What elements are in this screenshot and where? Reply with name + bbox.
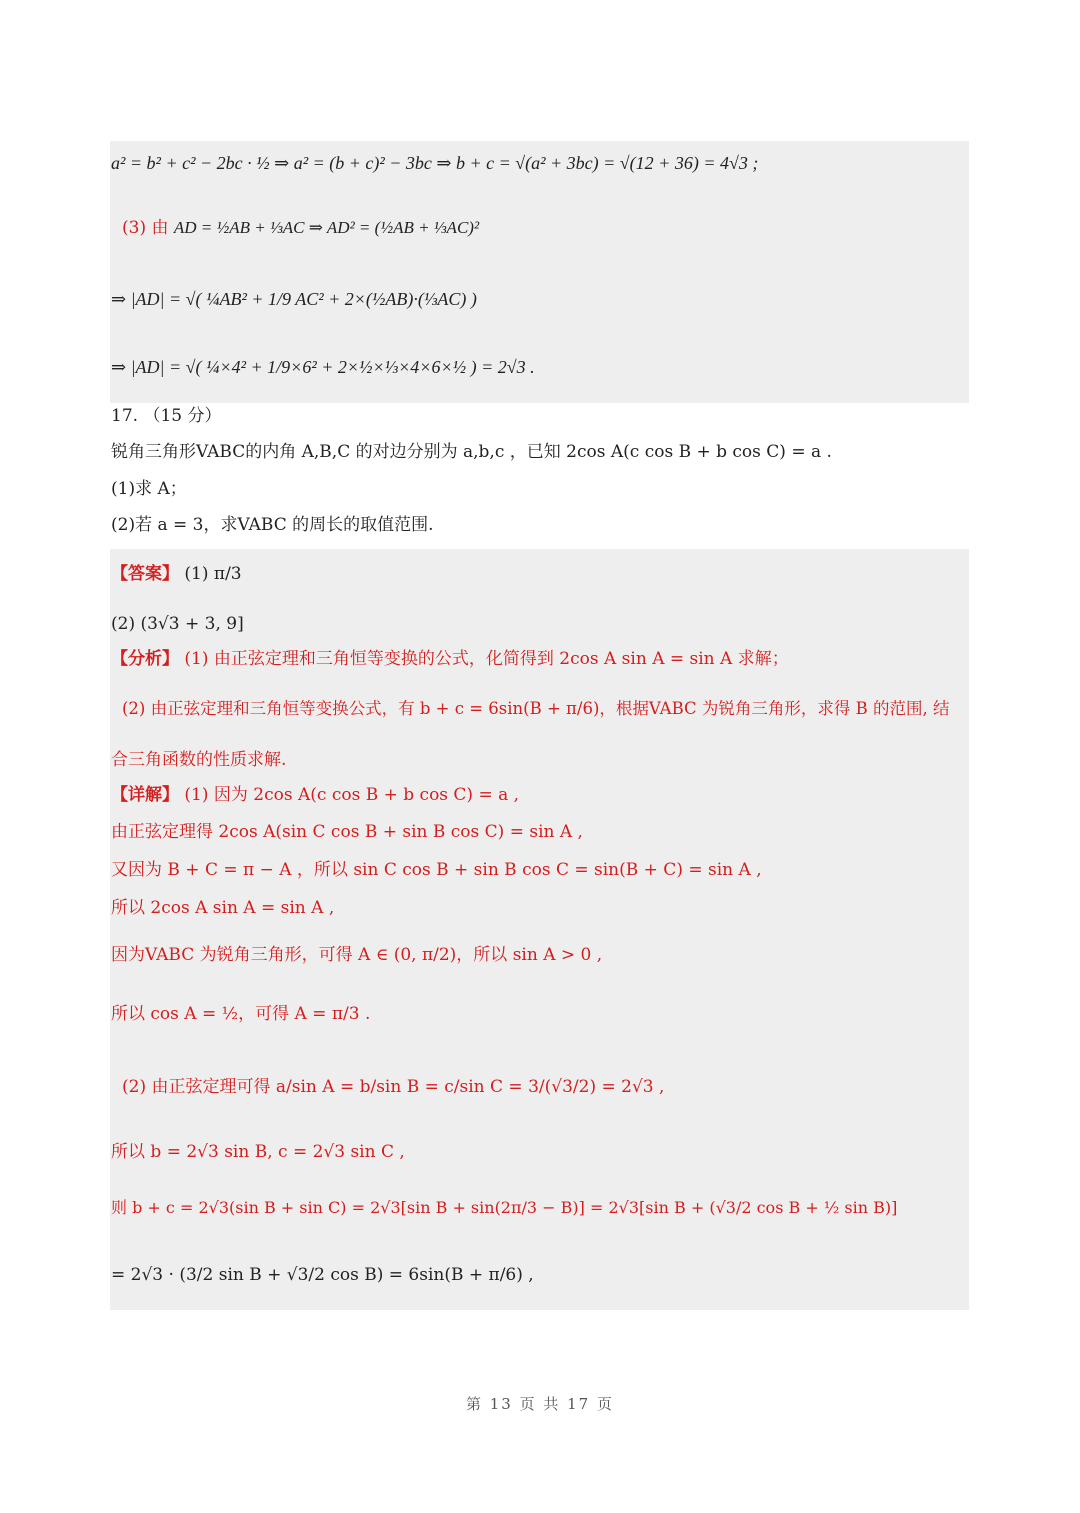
detail-line1 <box>111 784 519 806</box>
question-part1: (1)求 A； <box>111 479 187 499</box>
detail-step1: (1) 因为 2cos A(c cos B + b cos C) = a , <box>184 785 520 805</box>
detail-step5: 因为VABC 为锐角三角形，可得 A ∈ (0, π/2)，所以 sin A > 0 , <box>111 945 603 965</box>
detail-tag: 【详解】 <box>111 785 179 805</box>
equation-law-of-cosines: a² = b² + c² − 2bc · ½ ⇒ a² = (b + c)² − 3bc ⇒ b + c = √(a² + 3bc) = √(12 + 36) = 4√3 ; <box>111 153 759 173</box>
part3-vector-equation: AD = ½AB + ⅓AC ⇒ AD² = (½AB + ⅓AC)² <box>173 218 480 237</box>
detail-step7: (2) 由正弦定理可得 a/sin A = b/sin B = c/sin C = 3/(√3/2) = 2√3 , <box>122 1077 665 1097</box>
detail-step10: = 2√3 · (3/2 sin B + √3/2 cos B) = 6sin(B + π/6) , <box>111 1265 534 1285</box>
part3-label: (3) 由 <box>122 218 169 238</box>
analysis-part2b: 合三角函数的性质求解. <box>111 750 287 770</box>
part3-magnitude-expression: ⇒ |AD| = √( ¼AB² + 1/9 AC² + 2×(½AB)·(⅓AC) ) <box>111 289 477 309</box>
answer-part1: (1) π/3 <box>184 564 242 584</box>
analysis-part2a: (2) 由正弦定理和三角恒等变换公式，有 b + c = 6sin(B + π/6)，根据VABC 为锐角三角形，求得 B 的范围, 结 <box>122 699 950 718</box>
question-heading: 17. （15 分） <box>111 406 222 426</box>
detail-step6: 所以 cos A = ½，可得 A = π/3 . <box>111 1004 371 1024</box>
answer-line1 <box>111 563 242 585</box>
detail-step3: 又因为 B + C = π − A ，所以 sin C cos B + sin B cos C = sin(B + C) = sin A , <box>111 860 762 880</box>
analysis-part1: (1) 由正弦定理和三角恒等变换的公式，化简得到 2cos A sin A = sin A 求解； <box>184 649 789 669</box>
detail-step9: 则 b + c = 2√3(sin B + sin C) = 2√3[sin B + sin(2π/3 − B)] = 2√3[sin B + (√3/2 cos B + ½ sin B)] <box>111 1198 898 1217</box>
answer-tag: 【答案】 <box>111 564 179 584</box>
answer-part2: (2) (3√3 + 3, 9] <box>111 614 244 634</box>
part3-label-line <box>122 217 479 239</box>
question-part2: (2)若 a = 3，求VABC 的周长的取值范围. <box>111 515 434 535</box>
detail-step4: 所以 2cos A sin A = sin A , <box>111 898 335 918</box>
detail-step8: 所以 b = 2√3 sin B, c = 2√3 sin C , <box>111 1142 405 1162</box>
detail-step2: 由正弦定理得 2cos A(sin C cos B + sin B cos C) = sin A , <box>111 822 583 842</box>
analysis-line1 <box>111 648 789 670</box>
question-stem: 锐角三角形VABC的内角 A,B,C 的对边分别为 a,b,c ，已知 2cos A(c cos B + b cos C) = a . <box>111 442 832 462</box>
page-footer: 第 13 页 共 17 页 <box>465 1395 614 1413</box>
part3-magnitude-result: ⇒ |AD| = √( ¼×4² + 1/9×6² + 2×½×⅓×4×6×½ ) = 2√3 . <box>111 357 535 377</box>
analysis-tag: 【分析】 <box>111 649 179 669</box>
